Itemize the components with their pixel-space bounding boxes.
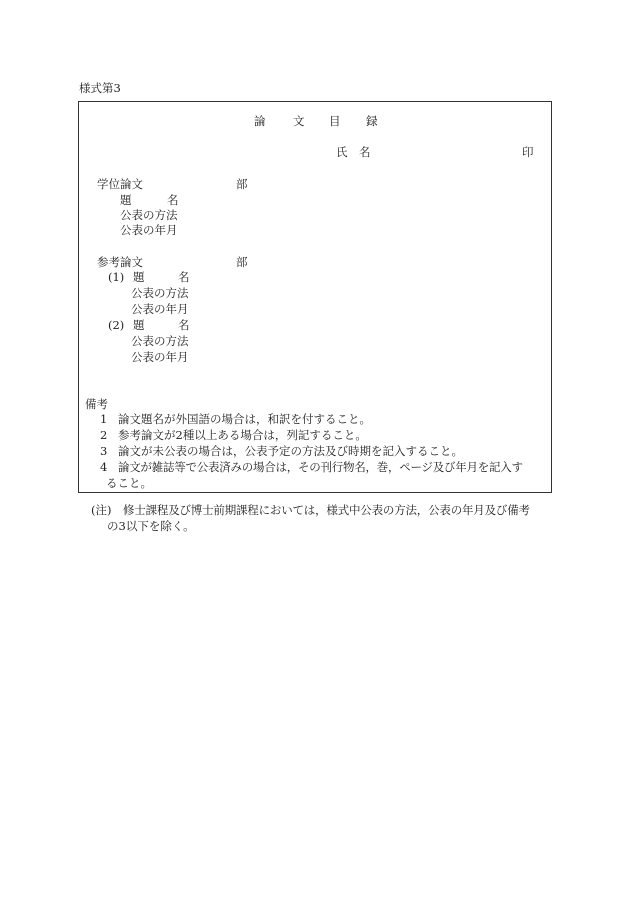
- remark-text-continuation: ること。: [106, 476, 152, 490]
- title-char: 録: [366, 114, 378, 128]
- name-label-char: 名: [359, 145, 371, 159]
- remark-text: 参考論文が2種以上ある場合は，列記すること。: [118, 428, 367, 442]
- remarks-heading: 備考: [85, 397, 108, 411]
- reference-item-title-char: 題: [133, 270, 145, 284]
- seal-mark: 印: [522, 145, 534, 159]
- remark-num: 1: [100, 412, 108, 426]
- thesis-title-char: 名: [167, 193, 179, 207]
- footnote-prefix: (注): [91, 503, 112, 517]
- thesis-date: 公表の年月: [120, 223, 178, 237]
- footnote-line: の3以下を除く。: [107, 519, 195, 533]
- title-char: 論: [254, 114, 266, 128]
- reference-item-title-char: 名: [178, 270, 190, 284]
- thesis-title-char: 題: [120, 193, 132, 207]
- title-char: 文: [293, 114, 305, 128]
- thesis-copies: 部: [236, 177, 248, 191]
- remark-num: 3: [100, 444, 108, 458]
- thesis-label: 学位論文: [97, 177, 143, 191]
- reference-item-num: (1): [108, 270, 125, 284]
- remark-text: 論文が雑誌等で公表済みの場合は，その刊行物名，巻，ページ及び年月を記入す: [118, 460, 523, 474]
- reference-item-num: (2): [108, 318, 125, 332]
- title-char: 目: [329, 114, 341, 128]
- reference-item-method: 公表の方法: [131, 286, 189, 300]
- remark-text: 論文が未公表の場合は，公表予定の方法及び時期を記入すること。: [118, 444, 463, 458]
- thesis-method: 公表の方法: [120, 208, 178, 222]
- name-label-char: 氏: [336, 145, 348, 159]
- reference-label: 参考論文: [97, 255, 143, 269]
- reference-copies: 部: [236, 255, 248, 269]
- reference-item-method: 公表の方法: [131, 334, 189, 348]
- reference-item-title-char: 名: [178, 318, 190, 332]
- remark-num: 4: [100, 460, 108, 474]
- reference-item-date: 公表の年月: [131, 350, 189, 364]
- footnote-line: 修士課程及び博士前期課程においては，様式中公表の方法，公表の年月及び備考: [123, 503, 530, 517]
- form-label: 様式第3: [79, 81, 121, 95]
- reference-item-date: 公表の年月: [131, 302, 189, 316]
- remark-text: 論文題名が外国語の場合は，和訳を付すること。: [118, 412, 371, 426]
- reference-item-title-char: 題: [133, 318, 145, 332]
- remark-num: 2: [100, 428, 108, 442]
